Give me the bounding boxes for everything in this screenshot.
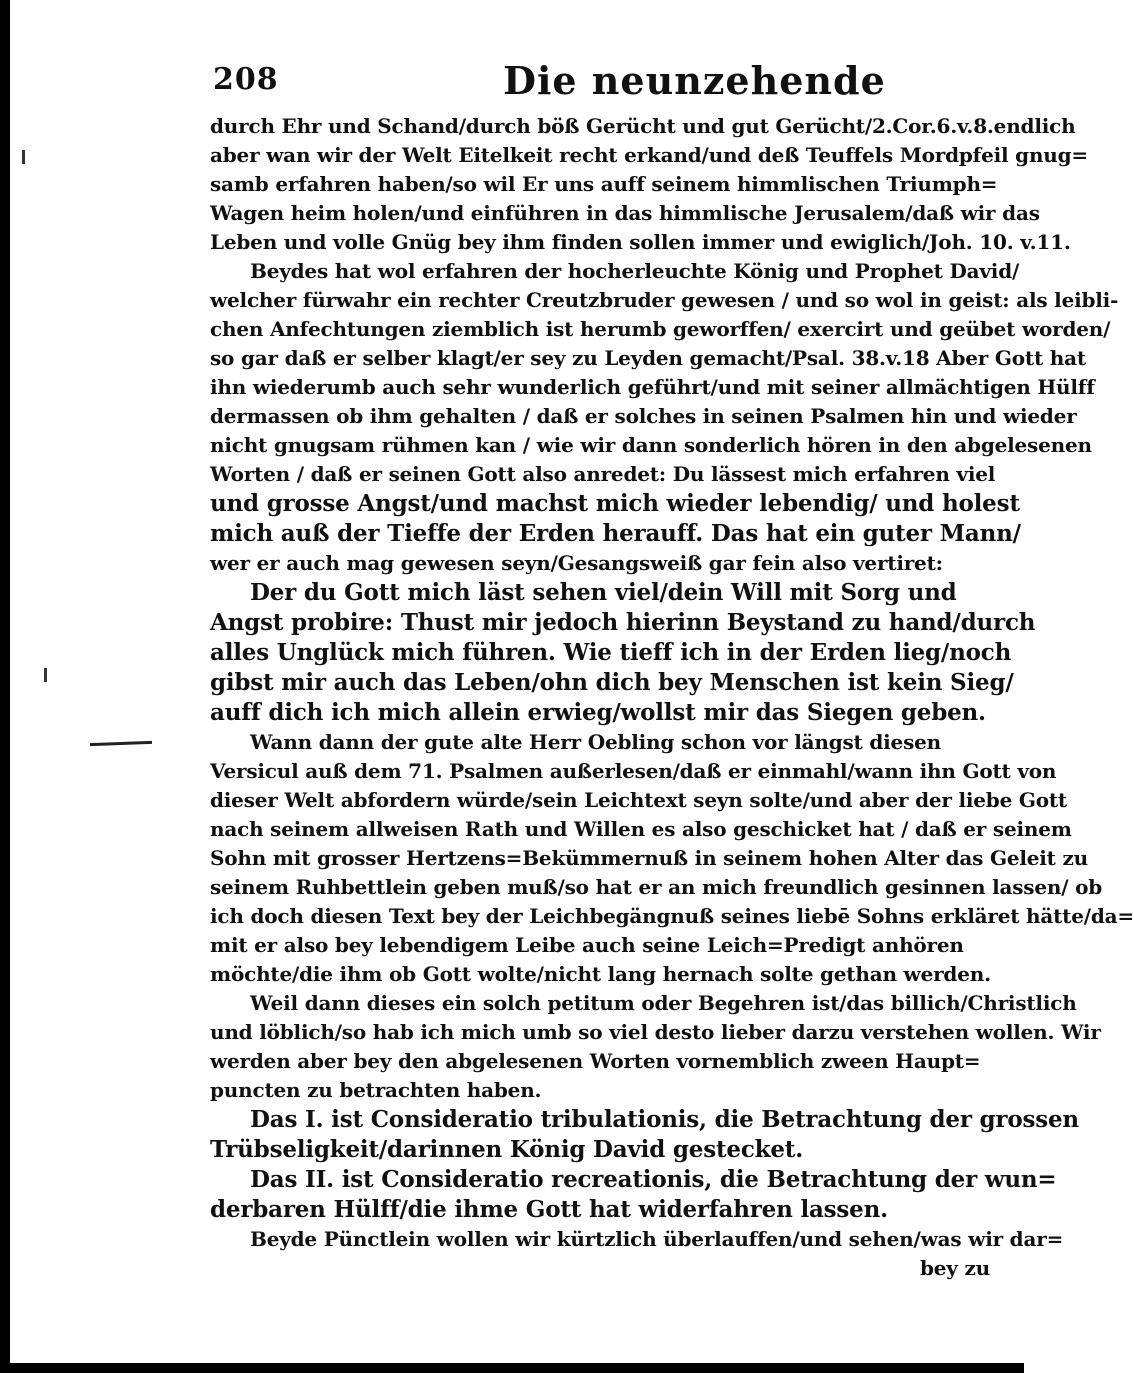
hymn-line: alles Unglück mich führen. Wie tieff ich in der Erden lieg/noch [210, 639, 1012, 666]
text-line: samb erfahren haben/so wil Er uns auff seinem himmlischen Triumph= [210, 172, 998, 196]
text-line: dieser Welt abfordern würde/sein Leichtext seyn solte/und aber der liebe Gott [210, 788, 1067, 812]
text-line: wer er auch mag gewesen seyn/Gesangsweiß gar fein also vertiret: [210, 551, 943, 575]
text-line: werden aber bey den abgelesenen Worten vornemblich zween Haupt= [210, 1049, 981, 1073]
paragraph-start-line: Beydes hat wol erfahren der hocherleuchte König und Prophet David/ [250, 259, 1020, 283]
text-line: Sohn mit grosser Hertzens=Bekümmernuß in seinem hohen Alter das Geleit zu [210, 846, 1088, 870]
text-line: mit er also bey lebendigem Leibe auch seine Leich=Predigt anhören [210, 933, 964, 957]
quoted-verse-line: mich auß der Tieffe der Erden herauff. Das hat ein guter Mann/ [210, 520, 1021, 547]
text-line: möchte/die ihm ob Gott wolte/nicht lang hernach solte gethan werden. [210, 962, 991, 986]
hymn-line: gibst mir auch das Leben/ohn dich bey Menschen ist kein Sieg/ [210, 669, 1014, 696]
text-line: puncten zu betrachten haben. [210, 1078, 542, 1102]
text-line: aber wan wir der Welt Eitelkeit recht erkand/und deß Teuffels Mordpfeil gnug= [210, 143, 1088, 167]
text-line: ich doch diesen Text bey der Leichbegängnuß seines liebē Sohns erkläret hätte/da= [210, 904, 1134, 928]
paragraph-start-line: Weil dann dieses ein solch petitum oder Begehren ist/das billich/Christlich [250, 991, 1077, 1015]
paragraph-start-line: Wann dann der gute alte Herr Oebling schon vor längst diesen [250, 730, 941, 754]
division-line: Das II. ist Consideratio recreationis, die Betrachtung der wun= [250, 1166, 1057, 1193]
page-number: 208 [213, 62, 279, 97]
page-header [213, 58, 1003, 102]
quoted-verse-line: und grosse Angst/und machst mich wieder lebendig/ und holest [210, 490, 1020, 517]
text-line: welcher fürwahr ein rechter Creutzbruder gewesen / und so wol in geist: als leibli- [210, 288, 1119, 312]
margin-pen-mark [90, 741, 152, 746]
margin-speck [22, 150, 25, 164]
text-line: nicht gnugsam rühmen kan / wie wir dann sonderlich hören in den abgelesenen [210, 433, 1092, 457]
text-line: Worten / daß er seinen Gott also anredet: Du lässest mich erfahren viel [210, 462, 996, 486]
text-line: Wagen heim holen/und einführen in das himmlische Jerusalem/daß wir das [210, 201, 1040, 225]
catchword: bey zu [920, 1256, 990, 1280]
text-line: Versicul auß dem 71. Psalmen außerlesen/daß er einmahl/wann ihn Gott von [210, 759, 1057, 783]
text-line: seinem Ruhbettlein geben muß/so hat er an mich freundlich gesinnen lassen/ ob [210, 875, 1103, 899]
margin-speck [44, 668, 47, 682]
hymn-line: auff dich ich mich allein erwieg/wollst mir das Siegen geben. [210, 699, 986, 726]
division-line: Das I. ist Consideratio tribulationis, die Betrachtung der grossen [250, 1106, 1079, 1133]
text-line: dermassen ob ihm gehalten / daß er solches in seinen Psalmen hin und wieder [210, 404, 1077, 428]
text-line: durch Ehr und Schand/durch böß Gerücht und gut Gerücht/2.Cor.6.v.8.endlich [210, 114, 1076, 138]
text-line: nach seinem allweisen Rath und Willen es also geschicket hat / daß er seinem [210, 817, 1072, 841]
body-text [210, 112, 1134, 1283]
division-line: derbaren Hülff/die ihme Gott hat widerfahren lassen. [210, 1196, 888, 1223]
paragraph-start-line: Beyde Pünctlein wollen wir kürtzlich überlauffen/und sehen/was wir dar= [250, 1227, 1064, 1251]
text-line: ihn wiederumb auch sehr wunderlich geführt/und mit seiner allmächtigen Hülff [210, 375, 1095, 399]
text-line: und löblich/so hab ich mich umb so viel desto lieber darzu verstehen wollen. Wir [210, 1020, 1101, 1044]
division-line: Trübseligkeit/darinnen König David gestecket. [210, 1136, 804, 1163]
text-line: Leben und volle Gnüg bey ihm finden sollen immer und ewiglich/Joh. 10. v.11. [210, 230, 1071, 254]
text-line: so gar daß er selber klagt/er sey zu Leyden gemacht/Psal. 38.v.18 Aber Gott hat [210, 346, 1086, 370]
hymn-line: Angst probire: Thust mir jedoch hierinn Beystand zu hand/durch [210, 609, 1036, 636]
running-title: Die neunzehende [503, 58, 886, 103]
scan-left-border [0, 0, 10, 1373]
text-line: chen Anfechtungen ziemblich ist herumb geworffen/ exercirt und geübet worden/ [210, 317, 1111, 341]
scan-bottom-border [0, 1363, 1024, 1373]
hymn-line: Der du Gott mich läst sehen viel/dein Will mit Sorg und [250, 579, 957, 606]
